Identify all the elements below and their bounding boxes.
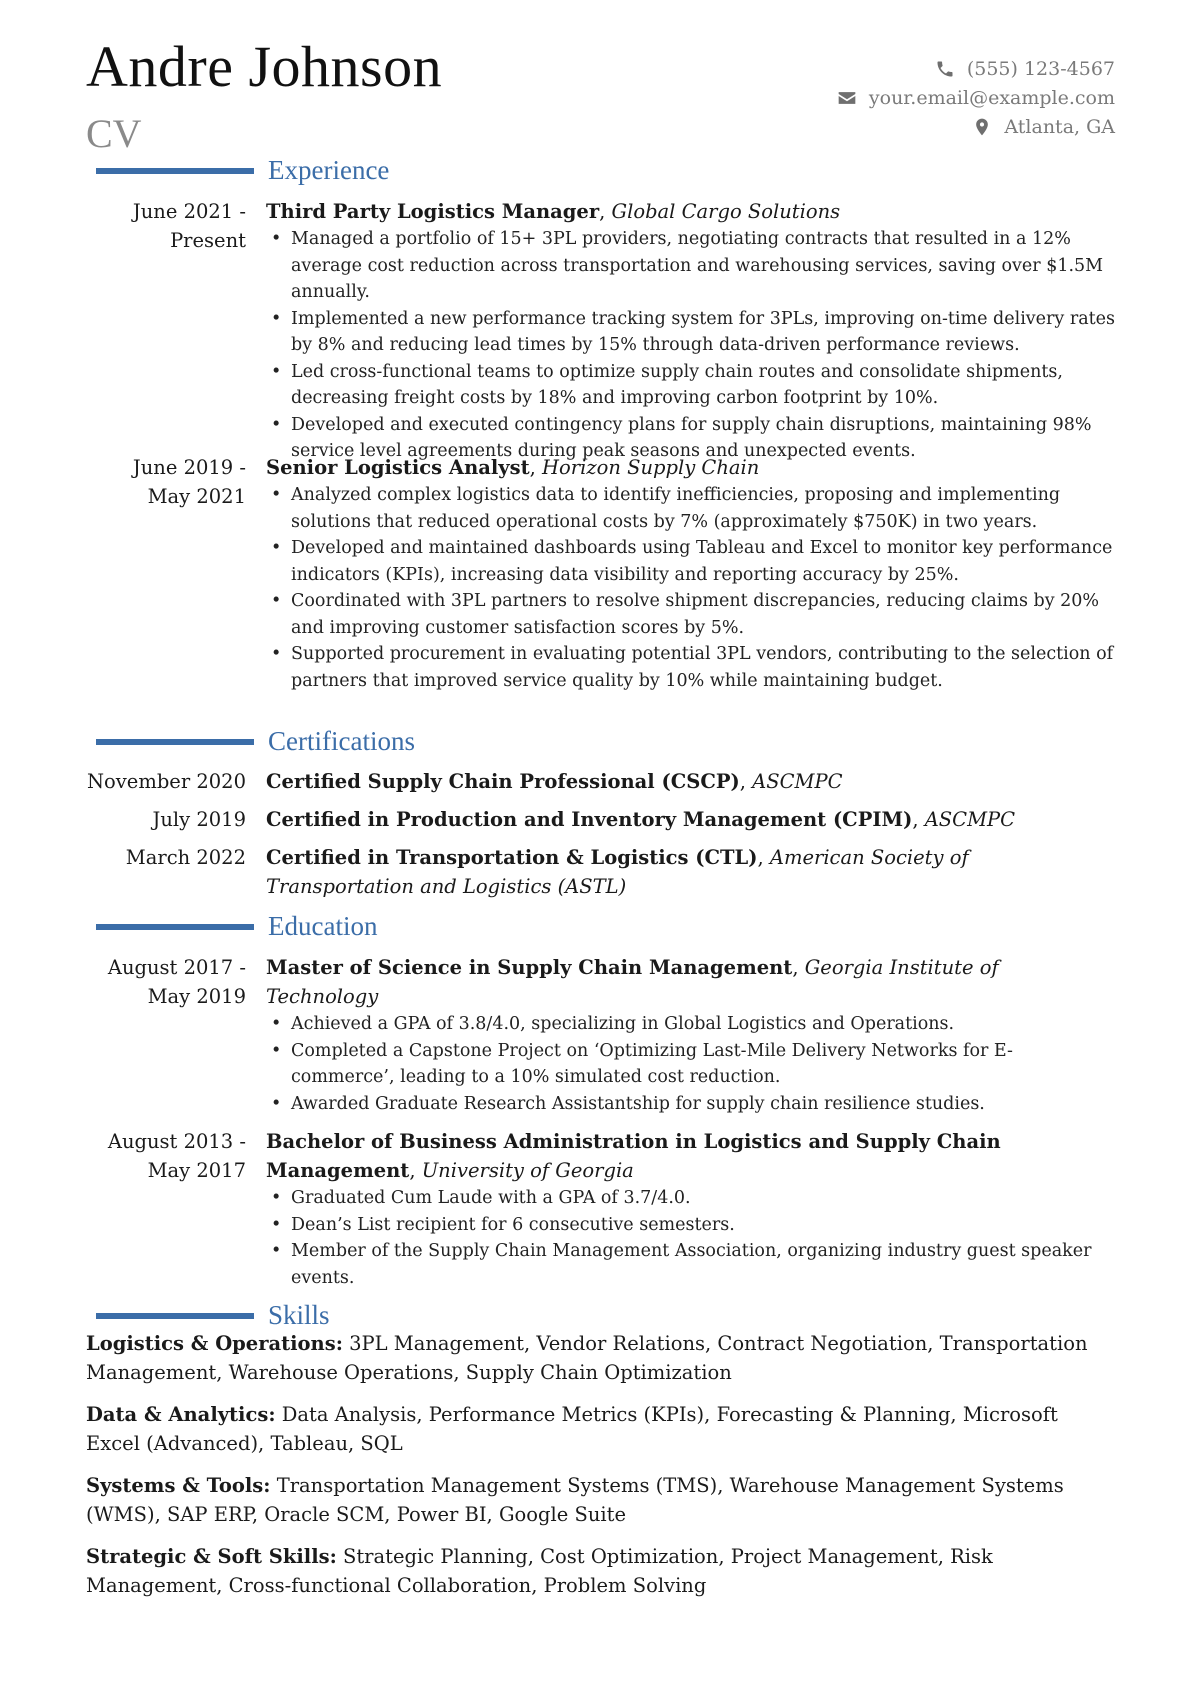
list-item: • Coordinated with 3PL partners to resolve shipment discrepancies, reducing claims by 20% and improving customer satisfaction scores by 5%. <box>266 588 1116 641</box>
entry-body <box>266 453 1116 694</box>
entry-date <box>86 953 246 1011</box>
job-title: Third Party Logistics Manager <box>266 200 600 223</box>
degree-title: Master of Science in Supply Chain Management <box>266 956 793 979</box>
section-title: Experience <box>268 155 390 185</box>
entry-body <box>266 805 1116 834</box>
skill-list: Transportation Management Systems (TMS), Warehouse Management Systems (WMS), SAP ERP, Oracle SCM, Power BI, Google Suite <box>86 1474 1064 1526</box>
entry-body <box>266 197 1116 465</box>
date-start: August 2013 - <box>107 1130 246 1153</box>
skill-group <box>86 1471 1116 1529</box>
entry-heading: Bachelor of Business Administration in Logistics and Supply Chain Management, University of Georgia <box>266 1130 1001 1182</box>
entry-body <box>266 1127 1116 1291</box>
institution: Georgia Institute of Technology <box>266 956 999 1008</box>
entry-heading: Master of Science in Supply Chain Management, Georgia Institute of Technology <box>266 956 999 1008</box>
certifications-section-header <box>96 728 415 755</box>
entry-body <box>266 767 1116 796</box>
skill-list: 3PL Management, Vendor Relations, Contract Negotiation, Transportation Management, Warehouse Operations, Supply Chain Optimization <box>86 1332 1088 1384</box>
entry-heading: Senior Logistics Analyst, Horizon Supply Chain <box>266 456 760 479</box>
date-end: Present <box>170 229 246 252</box>
section-accent-bar <box>96 924 254 930</box>
skill-list: Strategic Planning, Cost Optimization, Project Management, Risk Management, Cross-functional Collaboration, Problem Solving <box>86 1545 993 1597</box>
list-item: • Graduated Cum Laude with a GPA of 3.7/4.0. <box>266 1185 1116 1212</box>
section-accent-bar <box>96 168 254 174</box>
date-end: May 2019 <box>147 985 246 1008</box>
list-item: • Managed a portfolio of 15+ 3PL providers, negotiating contracts that resulted in a 12% average cost reduction across transportation and warehousing services, saving over $1.5M annually. <box>266 226 1116 306</box>
degree-title: Bachelor of Business Administration in Logistics and Supply Chain Management <box>266 1130 1001 1182</box>
entry-heading: Certified in Production and Inventory Management (CPIM), ASCMPC <box>266 808 1016 831</box>
cert-title: Certified Supply Chain Professional (CSCP) <box>266 770 740 793</box>
entry-body <box>266 843 1116 901</box>
experience-section-header <box>96 157 389 184</box>
date-start: August 2017 - <box>107 956 246 979</box>
section-title: Certifications <box>268 726 415 756</box>
list-item: • Dean’s List recipient for 6 consecutive semesters. <box>266 1212 1116 1239</box>
list-item: • Developed and maintained dashboards using Tableau and Excel to monitor key performance indicators (KPIs), increasing data visibility and reporting accuracy by 25%. <box>266 535 1116 588</box>
entry-heading: Third Party Logistics Manager, Global Cargo Solutions <box>266 200 841 223</box>
employer: Global Cargo Solutions <box>611 200 841 223</box>
document-subtitle: CV <box>86 111 142 156</box>
candidate-name: Andre Johnson <box>86 34 443 99</box>
skill-category: Systems & Tools: <box>86 1474 271 1497</box>
cert-title: Certified in Transportation & Logistics (CTL) <box>266 846 758 869</box>
bullet-list <box>266 226 1116 465</box>
email-text[interactable]: your.email@example.com <box>868 86 1115 109</box>
skills-section-header <box>96 1302 330 1329</box>
entry-heading: Certified Supply Chain Professional (CSCP), ASCMPC <box>266 770 843 793</box>
cert-issuer: ASCMPC <box>752 770 843 793</box>
skill-group <box>86 1542 1116 1600</box>
entry-date: November 2020 <box>86 770 246 793</box>
employer: Horizon Supply Chain <box>542 456 760 479</box>
list-item: • Achieved a GPA of 3.8/4.0, specializing in Global Logistics and Operations. <box>266 1011 1116 1038</box>
job-title: Senior Logistics Analyst <box>266 456 530 479</box>
list-item: • Completed a Capstone Project on ‘Optimizing Last-Mile Delivery Networks for E-commerce’, leading to a 10% simulated cost reduction. <box>266 1038 1116 1091</box>
section-title: Skills <box>268 1300 330 1330</box>
education-section-header <box>96 913 377 940</box>
section-accent-bar <box>96 739 254 745</box>
cert-title: Certified in Production and Inventory Management (CPIM) <box>266 808 913 831</box>
contact-block <box>837 54 1115 141</box>
date-end: May 2017 <box>147 1159 246 1182</box>
contact-email <box>837 83 1115 112</box>
date-end: May 2021 <box>147 485 246 508</box>
bullet-list <box>266 1011 1116 1117</box>
list-item: • Led cross-functional teams to optimize supply chain routes and consolidate shipments, decreasing freight costs by 18% and improving carbon footprint by 10%. <box>266 359 1116 412</box>
section-accent-bar <box>96 1313 254 1319</box>
bullet-list <box>266 482 1116 694</box>
map-pin-icon <box>972 117 992 137</box>
list-item: • Member of the Supply Chain Management Association, organizing industry guest speaker events. <box>266 1238 1116 1291</box>
bullet-list <box>266 1185 1116 1291</box>
skill-group <box>86 1400 1116 1458</box>
list-item: • Implemented a new performance tracking system for 3PLs, improving on-time delivery rates by 8% and reducing lead times by 15% through data-driven performance reviews. <box>266 306 1116 359</box>
entry-date: July 2019 <box>152 808 246 831</box>
phone-text[interactable]: (555) 123-4567 <box>966 57 1115 80</box>
entry-heading: Certified in Transportation & Logistics (CTL), American Society of Transportation and Logistics (ASTL) <box>266 846 969 898</box>
list-item: • Supported procurement in evaluating potential 3PL vendors, contributing to the selection of partners that improved service quality by 10% while maintaining budget. <box>266 641 1116 694</box>
entry-date: March 2022 <box>125 846 246 869</box>
date-start: June 2019 - <box>132 456 246 479</box>
institution: University of Georgia <box>421 1159 634 1182</box>
date-start: June 2021 - <box>132 200 246 223</box>
skill-group <box>86 1329 1116 1387</box>
section-title: Education <box>268 911 378 941</box>
contact-location <box>837 112 1115 141</box>
entry-body <box>266 953 1116 1117</box>
skill-list: Data Analysis, Performance Metrics (KPIs), Forecasting & Planning, Microsoft Excel (Advanced), Tableau, SQL <box>86 1403 1058 1455</box>
list-item: • Developed and executed contingency plans for supply chain disruptions, maintaining 98% service level agreements during peak seasons and unexpected events. <box>266 412 1116 465</box>
cert-issuer: American Society of Transportation and Logistics (ASTL) <box>266 846 969 898</box>
entry-date <box>86 197 246 255</box>
phone-icon <box>935 59 955 79</box>
location-text: Atlanta, GA <box>1004 115 1115 138</box>
skill-category: Data & Analytics: <box>86 1403 276 1426</box>
cert-issuer: ASCMPC <box>924 808 1016 831</box>
entry-date <box>86 453 246 511</box>
list-item: • Analyzed complex logistics data to identify inefficiencies, proposing and implementing solutions that reduced operational costs by 7% (approximately $750K) in two years. <box>266 482 1116 535</box>
entry-date <box>86 1127 246 1185</box>
skill-category: Logistics & Operations: <box>86 1332 343 1355</box>
contact-phone <box>837 54 1115 83</box>
envelope-icon <box>837 88 857 108</box>
skill-category: Strategic & Soft Skills: <box>86 1545 337 1568</box>
list-item: • Awarded Graduate Research Assistantship for supply chain resilience studies. <box>266 1091 1116 1118</box>
